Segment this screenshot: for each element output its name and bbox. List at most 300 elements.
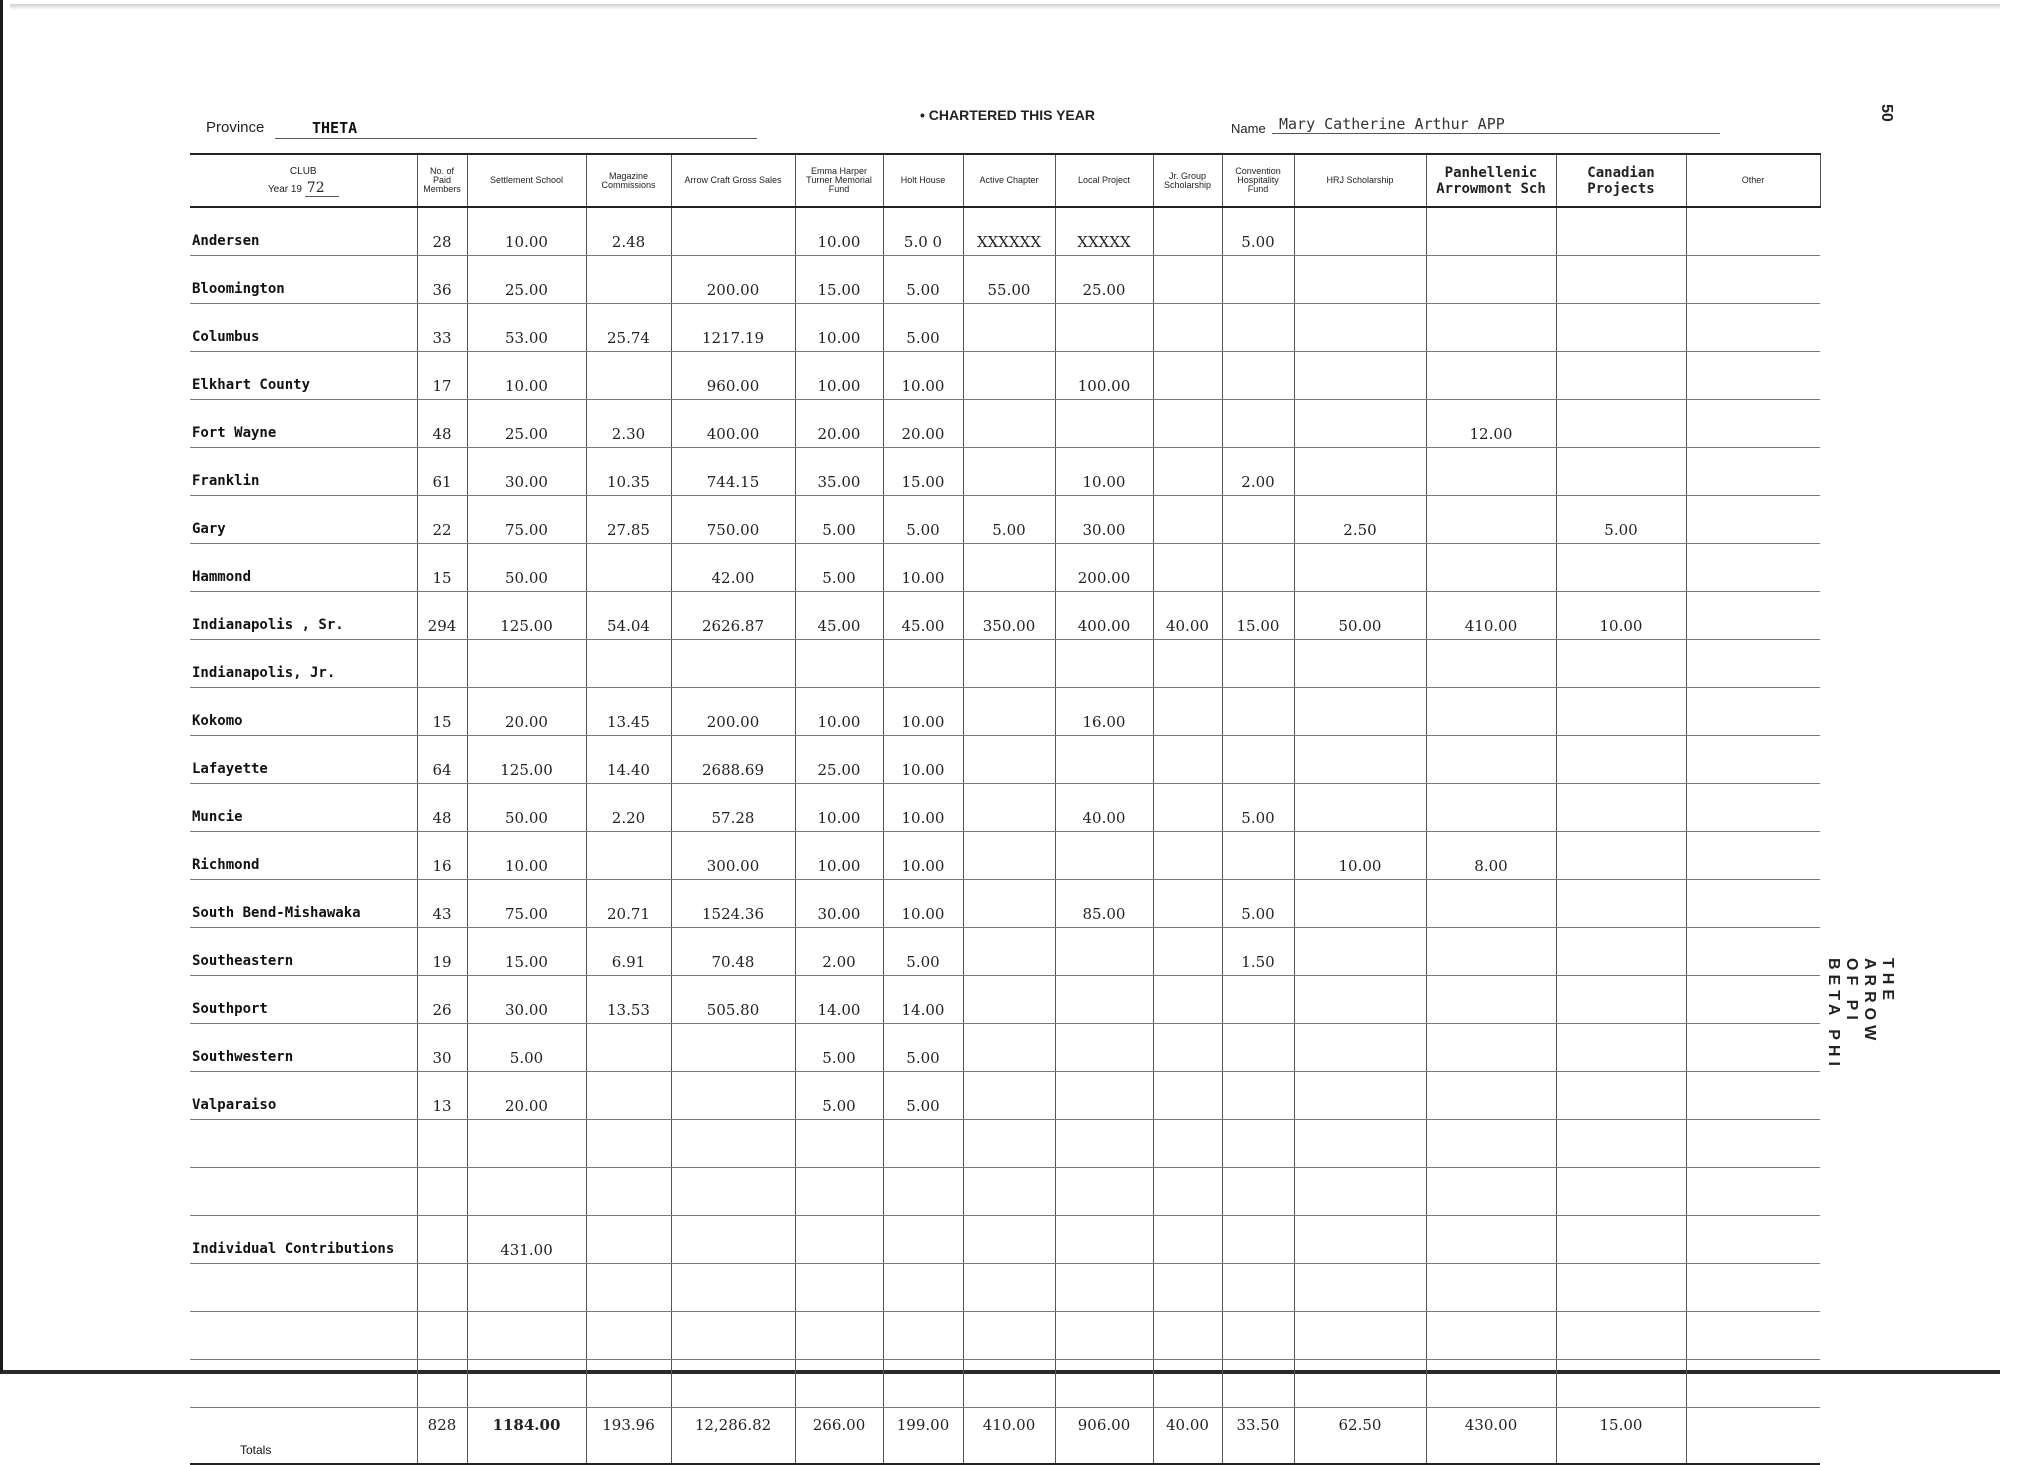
other-cell	[1686, 832, 1820, 880]
active-cell	[963, 928, 1055, 976]
canadian-cell	[1556, 1024, 1686, 1072]
settlement-cell: 125.00	[467, 736, 586, 784]
active-cell	[963, 544, 1055, 592]
totals-active: 410.00	[963, 1408, 1055, 1465]
other-cell	[1686, 1072, 1820, 1120]
local-cell	[1055, 1360, 1153, 1408]
arrowcraft-cell	[671, 1120, 795, 1168]
emma-cell: 5.00	[795, 1072, 883, 1120]
holt-house-header: Holt House	[883, 154, 963, 207]
members-cell: 48	[417, 400, 467, 448]
active-cell	[963, 880, 1055, 928]
table-row	[190, 1312, 1820, 1360]
emma-cell	[795, 640, 883, 688]
members-cell: 33	[417, 304, 467, 352]
convention-cell	[1222, 1120, 1294, 1168]
settlement-cell: 30.00	[467, 976, 586, 1024]
members-cell: 16	[417, 832, 467, 880]
hrj-cell	[1294, 976, 1426, 1024]
local-cell: 40.00	[1055, 784, 1153, 832]
hrj-cell	[1294, 1024, 1426, 1072]
members-cell: 19	[417, 928, 467, 976]
settlement-cell: 25.00	[467, 256, 586, 304]
province-value: THETA	[312, 119, 358, 137]
totals-local: 906.00	[1055, 1408, 1153, 1465]
table-row	[190, 736, 1820, 784]
hrj-cell	[1294, 640, 1426, 688]
holt-cell: 15.00	[883, 448, 963, 496]
holt-cell: 10.00	[883, 736, 963, 784]
local-cell	[1055, 1120, 1153, 1168]
table-body	[190, 207, 1820, 1408]
active-cell	[963, 448, 1055, 496]
members-cell	[417, 1120, 467, 1168]
totals-members: 828	[417, 1408, 467, 1465]
table-row	[190, 496, 1820, 544]
totals-label: Totals	[190, 1408, 417, 1465]
hrj-cell	[1294, 784, 1426, 832]
club-name-cell: Columbus	[190, 304, 417, 352]
panhellenic-cell	[1426, 640, 1556, 688]
totals-panhellenic: 430.00	[1426, 1408, 1556, 1465]
club-name-cell: Valparaiso	[190, 1072, 417, 1120]
other-cell	[1686, 352, 1820, 400]
arrowcraft-cell	[671, 640, 795, 688]
jr-cell	[1153, 207, 1222, 256]
holt-cell: 5.0 0	[883, 207, 963, 256]
table-row	[190, 640, 1820, 688]
hrj-cell	[1294, 1312, 1426, 1360]
magazine-cell: 20.71	[586, 880, 671, 928]
magazine-cell	[586, 640, 671, 688]
settlement-cell: 20.00	[467, 1072, 586, 1120]
club-name-cell: Franklin	[190, 448, 417, 496]
convention-cell: 1.50	[1222, 928, 1294, 976]
arrowcraft-cell	[671, 1360, 795, 1408]
panhellenic-cell	[1426, 736, 1556, 784]
convention-cell	[1222, 736, 1294, 784]
panhellenic-cell: 410.00	[1426, 592, 1556, 640]
members-cell: 48	[417, 784, 467, 832]
magazine-cell: 27.85	[586, 496, 671, 544]
hrj-cell	[1294, 1360, 1426, 1408]
table-row	[190, 832, 1820, 880]
settlement-cell	[467, 1168, 586, 1216]
holt-cell	[883, 1120, 963, 1168]
holt-cell: 5.00	[883, 928, 963, 976]
magazine-cell: 13.53	[586, 976, 671, 1024]
local-cell	[1055, 1264, 1153, 1312]
panhellenic-cell	[1426, 1264, 1556, 1312]
jr-cell	[1153, 448, 1222, 496]
canadian-cell	[1556, 207, 1686, 256]
arrowcraft-cell: 960.00	[671, 352, 795, 400]
panhellenic-cell	[1426, 880, 1556, 928]
settlement-cell: 10.00	[467, 207, 586, 256]
emma-cell: 10.00	[795, 784, 883, 832]
active-cell	[963, 1264, 1055, 1312]
members-cell: 13	[417, 1072, 467, 1120]
emma-cell: 15.00	[795, 256, 883, 304]
table-row	[190, 207, 1820, 256]
canadian-cell	[1556, 1120, 1686, 1168]
local-cell	[1055, 1024, 1153, 1072]
club-name-cell: Andersen	[190, 207, 417, 256]
name-label: Name	[1231, 121, 1266, 136]
other-cell	[1686, 496, 1820, 544]
hrj-cell	[1294, 352, 1426, 400]
club-top: CLUB	[289, 166, 317, 177]
totals-canadian: 15.00	[1556, 1408, 1686, 1465]
table-row	[190, 544, 1820, 592]
local-cell	[1055, 1216, 1153, 1264]
jr-cell	[1153, 880, 1222, 928]
emma-harper-header: Emma Harper Turner Memorial Fund	[795, 154, 883, 207]
active-cell: 5.00	[963, 496, 1055, 544]
canadian-cell	[1556, 640, 1686, 688]
convention-cell	[1222, 1072, 1294, 1120]
members-cell: 64	[417, 736, 467, 784]
active-cell	[963, 736, 1055, 784]
jr-cell	[1153, 688, 1222, 736]
canadian-cell	[1556, 688, 1686, 736]
other-cell	[1686, 688, 1820, 736]
members-cell: 36	[417, 256, 467, 304]
table-row	[190, 1024, 1820, 1072]
hrj-cell	[1294, 400, 1426, 448]
local-cell	[1055, 400, 1153, 448]
members-cell: 22	[417, 496, 467, 544]
province-line	[275, 138, 757, 139]
settlement-cell: 25.00	[467, 400, 586, 448]
club-name-cell: Richmond	[190, 832, 417, 880]
totals-convention: 33.50	[1222, 1408, 1294, 1465]
holt-cell: 5.00	[883, 1072, 963, 1120]
arrowcraft-cell: 505.80	[671, 976, 795, 1024]
arrow-craft-header: Arrow Craft Gross Sales	[671, 154, 795, 207]
settlement-cell: 5.00	[467, 1024, 586, 1072]
hrj-cell: 2.50	[1294, 496, 1426, 544]
arrowcraft-cell	[671, 1216, 795, 1264]
local-cell	[1055, 928, 1153, 976]
table-row	[190, 1264, 1820, 1312]
holt-cell	[883, 1360, 963, 1408]
members-cell	[417, 1312, 467, 1360]
active-cell	[963, 784, 1055, 832]
totals-emma: 266.00	[795, 1408, 883, 1465]
hrj-cell	[1294, 256, 1426, 304]
magazine-cell: 14.40	[586, 736, 671, 784]
panhellenic-cell	[1426, 1312, 1556, 1360]
arrowcraft-cell: 200.00	[671, 256, 795, 304]
magazine-cell: 10.35	[586, 448, 671, 496]
convention-cell: 5.00	[1222, 207, 1294, 256]
year-line	[194, 180, 413, 196]
members-cell: 294	[417, 592, 467, 640]
canadian-cell	[1556, 1264, 1686, 1312]
panhellenic-cell	[1426, 448, 1556, 496]
active-cell: XXXXXX	[963, 207, 1055, 256]
arrowcraft-cell: 1217.19	[671, 304, 795, 352]
convention-cell	[1222, 1360, 1294, 1408]
jr-cell	[1153, 1360, 1222, 1408]
convention-cell	[1222, 1168, 1294, 1216]
active-cell	[963, 1312, 1055, 1360]
active-cell	[963, 400, 1055, 448]
convention-cell	[1222, 496, 1294, 544]
canadian-cell	[1556, 784, 1686, 832]
other-cell	[1686, 1120, 1820, 1168]
jr-cell	[1153, 352, 1222, 400]
other-cell	[1686, 1360, 1820, 1408]
other-cell	[1686, 544, 1820, 592]
jr-cell	[1153, 1120, 1222, 1168]
other-cell	[1686, 207, 1820, 256]
totals-hrj: 62.50	[1294, 1408, 1426, 1465]
canadian-cell	[1556, 976, 1686, 1024]
active-cell	[963, 640, 1055, 688]
emma-cell: 5.00	[795, 544, 883, 592]
table-row	[190, 592, 1820, 640]
jr-cell	[1153, 928, 1222, 976]
club-name-cell: Gary	[190, 496, 417, 544]
active-cell	[963, 1216, 1055, 1264]
convention-cell	[1222, 1216, 1294, 1264]
settlement-cell	[467, 640, 586, 688]
other-header: Other	[1686, 154, 1820, 207]
members-cell: 15	[417, 544, 467, 592]
other-cell	[1686, 448, 1820, 496]
hrj-cell	[1294, 1072, 1426, 1120]
other-cell	[1686, 1264, 1820, 1312]
jr-cell: 40.00	[1153, 592, 1222, 640]
jr-cell	[1153, 976, 1222, 1024]
other-cell	[1686, 976, 1820, 1024]
totals-magazine: 193.96	[586, 1408, 671, 1465]
totals-arrowcraft: 12,286.82	[671, 1408, 795, 1465]
active-chapter-header: Active Chapter	[963, 154, 1055, 207]
magazine-cell	[586, 1072, 671, 1120]
year-label: Year 19	[267, 184, 302, 195]
canadian-cell	[1556, 256, 1686, 304]
local-cell	[1055, 304, 1153, 352]
paid-members-header: No. of Paid Members	[417, 154, 467, 207]
arrowcraft-cell	[671, 207, 795, 256]
panhellenic-cell	[1426, 1072, 1556, 1120]
panhellenic-cell	[1426, 1360, 1556, 1408]
settlement-cell: 10.00	[467, 832, 586, 880]
local-cell: 16.00	[1055, 688, 1153, 736]
club-name-cell: South Bend-Mishawaka	[190, 880, 417, 928]
settlement-cell: 75.00	[467, 880, 586, 928]
canadian-cell	[1556, 1312, 1686, 1360]
holt-cell: 10.00	[883, 880, 963, 928]
panhellenic-cell	[1426, 352, 1556, 400]
club-name-cell	[190, 1120, 417, 1168]
panhellenic-cell: 12.00	[1426, 400, 1556, 448]
settlement-cell: 10.00	[467, 352, 586, 400]
emma-cell: 20.00	[795, 400, 883, 448]
hrj-cell	[1294, 207, 1426, 256]
convention-cell	[1222, 1024, 1294, 1072]
emma-cell: 30.00	[795, 880, 883, 928]
totals-settlement: 1184.00	[467, 1408, 586, 1465]
hrj-cell	[1294, 1168, 1426, 1216]
jr-cell	[1153, 736, 1222, 784]
emma-cell: 10.00	[795, 352, 883, 400]
holt-cell: 10.00	[883, 832, 963, 880]
local-cell	[1055, 1312, 1153, 1360]
club-name-cell: Lafayette	[190, 736, 417, 784]
magazine-cell	[586, 1264, 671, 1312]
arrowcraft-cell: 57.28	[671, 784, 795, 832]
convention-cell	[1222, 976, 1294, 1024]
panhellenic-cell	[1426, 928, 1556, 976]
hrj-cell: 50.00	[1294, 592, 1426, 640]
canadian-cell	[1556, 1360, 1686, 1408]
club-name-cell: Hammond	[190, 544, 417, 592]
members-cell: 30	[417, 1024, 467, 1072]
table-row	[190, 784, 1820, 832]
canadian-cell	[1556, 928, 1686, 976]
canadian-cell	[1556, 304, 1686, 352]
other-cell	[1686, 1168, 1820, 1216]
arrowcraft-cell: 70.48	[671, 928, 795, 976]
jr-cell	[1153, 1072, 1222, 1120]
jr-cell	[1153, 640, 1222, 688]
club-name-cell	[190, 1168, 417, 1216]
settlement-cell: 15.00	[467, 928, 586, 976]
canadian-header: Canadian Projects	[1556, 154, 1686, 207]
club-name-cell: Indianapolis, Jr.	[190, 640, 417, 688]
active-cell	[963, 1024, 1055, 1072]
table-row	[190, 688, 1820, 736]
members-cell	[417, 1360, 467, 1408]
emma-cell: 5.00	[795, 496, 883, 544]
convention-header: Convention Hospitality Fund	[1222, 154, 1294, 207]
arrowcraft-cell	[671, 1024, 795, 1072]
canadian-cell	[1556, 400, 1686, 448]
canadian-cell	[1556, 1072, 1686, 1120]
convention-cell	[1222, 304, 1294, 352]
convention-cell	[1222, 832, 1294, 880]
club-name-cell: Elkhart County	[190, 352, 417, 400]
local-cell	[1055, 1168, 1153, 1216]
local-cell: 85.00	[1055, 880, 1153, 928]
club-name-cell: Bloomington	[190, 256, 417, 304]
jr-cell	[1153, 1024, 1222, 1072]
holt-cell: 5.00	[883, 304, 963, 352]
convention-cell	[1222, 352, 1294, 400]
club-name-cell: Kokomo	[190, 688, 417, 736]
chartered-note: • CHARTERED THIS YEAR	[920, 107, 1095, 123]
magazine-cell: 2.30	[586, 400, 671, 448]
emma-cell: 25.00	[795, 736, 883, 784]
convention-cell	[1222, 1312, 1294, 1360]
jr-cell	[1153, 400, 1222, 448]
table-row	[190, 976, 1820, 1024]
club-name-cell: Fort Wayne	[190, 400, 417, 448]
club-header	[190, 154, 417, 207]
holt-cell: 5.00	[883, 256, 963, 304]
jr-cell	[1153, 784, 1222, 832]
other-cell	[1686, 400, 1820, 448]
local-project-header: Local Project	[1055, 154, 1153, 207]
canadian-cell	[1556, 880, 1686, 928]
canadian-cell: 5.00	[1556, 496, 1686, 544]
club-name-cell: Individual Contributions	[190, 1216, 417, 1264]
canadian-cell	[1556, 736, 1686, 784]
canadian-cell	[1556, 1168, 1686, 1216]
holt-cell	[883, 640, 963, 688]
emma-cell: 10.00	[795, 207, 883, 256]
members-cell: 26	[417, 976, 467, 1024]
magazine-cell: 13.45	[586, 688, 671, 736]
table-row	[190, 352, 1820, 400]
members-cell: 15	[417, 688, 467, 736]
emma-cell: 10.00	[795, 688, 883, 736]
other-cell	[1686, 1216, 1820, 1264]
active-cell	[963, 688, 1055, 736]
magazine-commissions-header: Magazine Commissions	[586, 154, 671, 207]
magazine-cell: 6.91	[586, 928, 671, 976]
emma-cell	[795, 1120, 883, 1168]
panhellenic-cell	[1426, 304, 1556, 352]
arrowcraft-cell: 300.00	[671, 832, 795, 880]
convention-cell	[1222, 640, 1294, 688]
hrj-header: HRJ Scholarship	[1294, 154, 1426, 207]
jr-cell	[1153, 1168, 1222, 1216]
local-cell: 200.00	[1055, 544, 1153, 592]
members-cell: 28	[417, 207, 467, 256]
panhellenic-header: Panhellenic Arrowmont Sch	[1426, 154, 1556, 207]
magazine-cell	[586, 1216, 671, 1264]
settlement-school-header: Settlement School	[467, 154, 586, 207]
hrj-cell	[1294, 544, 1426, 592]
other-cell	[1686, 640, 1820, 688]
totals-holt: 199.00	[883, 1408, 963, 1465]
emma-cell	[795, 1168, 883, 1216]
holt-cell: 10.00	[883, 352, 963, 400]
members-cell: 61	[417, 448, 467, 496]
magazine-cell	[586, 1024, 671, 1072]
active-cell	[963, 976, 1055, 1024]
convention-cell	[1222, 688, 1294, 736]
hrj-cell	[1294, 736, 1426, 784]
hrj-cell	[1294, 928, 1426, 976]
emma-cell: 45.00	[795, 592, 883, 640]
members-cell	[417, 1216, 467, 1264]
canadian-cell	[1556, 448, 1686, 496]
emma-cell: 14.00	[795, 976, 883, 1024]
settlement-cell: 50.00	[467, 784, 586, 832]
other-cell	[1686, 592, 1820, 640]
hrj-cell: 10.00	[1294, 832, 1426, 880]
holt-cell: 5.00	[883, 496, 963, 544]
local-cell: 30.00	[1055, 496, 1153, 544]
table-row	[190, 400, 1820, 448]
name-line	[1272, 133, 1720, 134]
local-cell	[1055, 976, 1153, 1024]
arrowcraft-cell: 400.00	[671, 400, 795, 448]
local-cell	[1055, 640, 1153, 688]
hrj-cell	[1294, 688, 1426, 736]
other-cell	[1686, 256, 1820, 304]
page-number: 50	[1878, 104, 1895, 122]
canadian-cell	[1556, 352, 1686, 400]
table-row	[190, 1168, 1820, 1216]
members-cell: 43	[417, 880, 467, 928]
